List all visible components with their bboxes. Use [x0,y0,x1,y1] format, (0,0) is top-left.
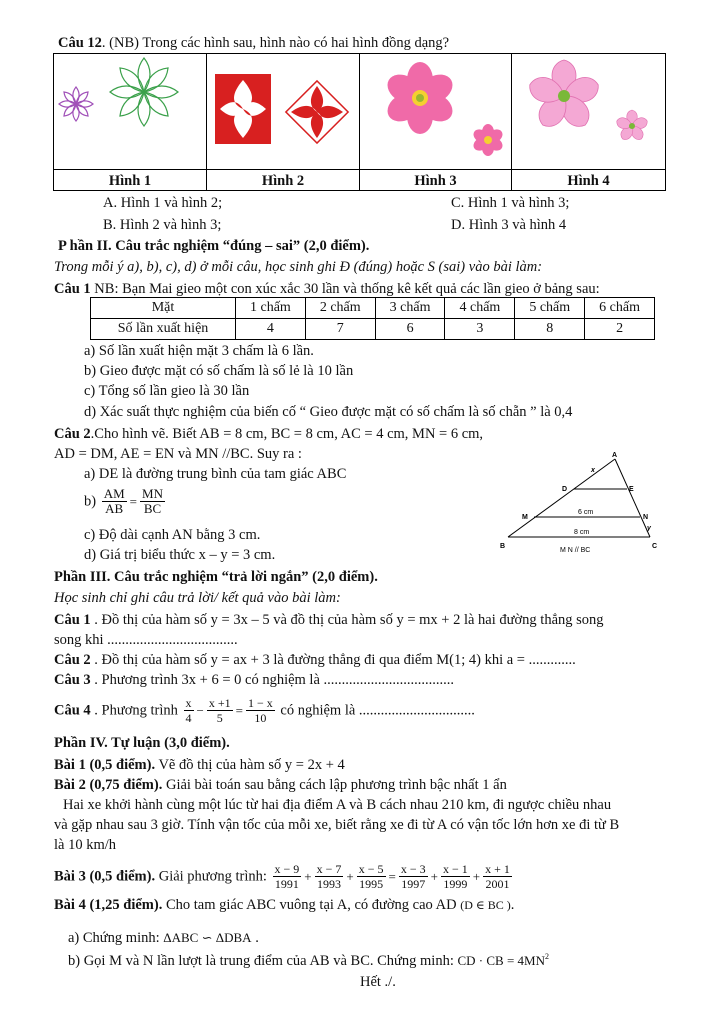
part4-b4-b-sup: 2 [545,952,549,961]
part3-heading: Phần III. Câu trắc nghiệm “trả lời ngắn” (2,0 điểm). [54,569,378,585]
frac-num: x − 1 [443,862,468,876]
part4-heading: Phần IV. Tự luận (3,0 điểm). [54,735,230,751]
dice-table-header: 4 chấm [445,298,515,319]
figure-1-flowers [54,54,206,169]
q12-option-d: D. Hình 3 và hình 4 [451,217,567,233]
fraction [207,696,233,725]
part4-b1 [54,758,345,773]
part2-c2-label: Câu 2 [54,426,91,442]
part2-c2-c: c) Độ dài cạnh AN bằng 3 cm. [84,527,261,543]
frac-num: x + 1 [485,862,510,876]
part2-c1-stem [54,282,600,297]
frac-den: 1995 [359,877,384,891]
label-D: D [562,486,568,493]
dice-table-cell: 6 [375,319,445,340]
frac-den: 1991 [274,877,299,891]
frac-num: x − 5 [358,862,384,876]
fraction [184,696,194,725]
q12-label: Câu 12 [58,35,102,51]
part3-c4 [54,696,475,725]
part4-b2-p2: và gặp nhau sau 3 giờ. Tính vận tốc của mỗi xe, biết rằng xe đi từ A có vận tốc lớn hơn xe đi từ B [54,817,620,833]
q12-option-a: A. Hình 1 và hình 2; [103,195,223,211]
part4-b4-label: Bài 4 (1,25 điểm). [54,897,163,913]
part2-c1-b: b) Gieo được mặt có số chấm là số lẻ là 10 lần [84,363,354,379]
fraction-mn-bc [140,487,165,516]
part4-b2-label: Bài 2 (0,75 điểm). [54,777,163,793]
label-B: B [500,543,506,550]
frac-den: 10 [254,711,267,725]
part4-b3-text: Giải phương trình: [155,868,267,885]
equals: = [129,494,138,509]
label-y: y [647,525,651,532]
part4-b4-text: Cho tam giác ABC vuông tại A, có đường cao AD [162,897,457,913]
operator: = [388,869,396,884]
part2-c1-label: Câu 1 [54,281,91,297]
label-C: C [652,543,658,550]
figure-4-flowers [512,54,665,169]
part4-b2-p1: Hai xe khởi hành cùng một lúc từ hai địa điểm A và B cách nhau 210 km, đi ngược chiều nhau [63,797,612,813]
part4-b4-a-math: ΔABC ∽ ΔDBA [163,930,252,945]
dice-table-header: Mặt [91,298,236,319]
end-mark: Hết ./. [360,974,396,990]
fraction [273,862,302,891]
dice-table-header: 1 chấm [236,298,306,319]
part4-b4-a [68,931,259,946]
dice-table-cell: 8 [515,319,585,340]
part4-b3 [54,862,514,891]
part2-c2-stem [54,427,483,442]
part2-c2-line1: .Cho hình vẽ. Biết AB = 8 cm, BC = 8 cm, AC = 4 cm, MN = 6 cm, [90,426,484,442]
part4-b2-text: Giải bài toán sau bằng cách lập phương trình bậc nhất 1 ẩn [162,777,507,793]
label-A: A [612,452,618,459]
dice-table-header: 3 chấm [375,298,445,319]
operator: − [196,703,204,718]
frac-den: 4 [185,711,192,725]
part3-c2 [54,653,576,668]
frac-den: 2001 [485,877,510,891]
part3-c3-text: . Phương trình 3x + 6 = 0 có nghiệm là .................................... [90,672,455,688]
part3-c1 [54,613,604,628]
frac-den: 1999 [443,877,468,891]
part3-c1-label: Câu 1 [54,612,91,628]
fraction [483,862,512,891]
frac-num: 1 − x [248,696,273,710]
dice-table-header: 5 chấm [515,298,585,319]
part4-b4-b [68,953,549,968]
label-mn-length: 6 cm [578,509,594,516]
part3-c4-label: Câu 4 [54,702,91,719]
part4-b4-b-text: b) Gọi M và N lần lượt là trung điểm của AB và BC. Chứng minh: [68,952,454,969]
frac-den: 5 [216,711,223,725]
dice-table-cell: 4 [236,319,306,340]
part2-c2-b-prefix: b) [84,493,97,510]
part4-b4-a-end: . [255,930,259,946]
figure-2-tiles [207,54,359,169]
frac-den: AB [105,501,124,516]
figure-3-flowers [360,54,511,169]
frac-num: x − 3 [400,862,426,876]
operator: + [472,869,481,884]
operator: + [430,869,438,884]
dice-table-cell: 2 [585,319,655,340]
label-parallel: M N // BC [560,547,591,554]
part3-c3-label: Câu 3 [54,672,91,688]
part3-c1-text: . Đồ thị của hàm số y = 3x – 5 và đồ thị của hàm số y = mx + 2 là hai đường thẳng song [90,612,604,628]
operator: = [235,703,243,718]
frac-num: x − 7 [316,862,342,876]
caption-figure-2: Hình 2 [261,173,305,189]
frac-den: 1993 [317,877,342,891]
part4-b1-label: Bài 1 (0,5 điểm). [54,757,156,773]
part3-c4-suffix: có nghiệm là ................................ [280,702,475,719]
part2-c1-text: NB: Bạn Mai gieo một con xúc xắc 30 lần và thống kê kết quả các lần gieo ở bảng sau: [90,281,600,297]
part4-b4-b-math: CD · CB = 4MN [457,952,545,968]
frac-num: x [185,696,192,710]
part3-c3 [54,673,454,688]
q12-option-b: B. Hình 2 và hình 3; [103,217,222,233]
operator: + [346,869,354,884]
part2-instruction: Trong mỗi ý a), b), c), d) ở mỗi câu, học sinh ghi Đ (đúng) hoặc S (sai) vào bài làm: [54,259,543,275]
part3-c2-text: . Đồ thị của hàm số y = ax + 3 là đường thẳng đi qua điểm M(1; 4) khi a = ............. [90,652,576,668]
part3-c4-prefix: . Phương trình [90,702,178,719]
part4-b4 [54,898,514,913]
part4-b3-label: Bài 3 (0,5 điểm). [54,868,156,885]
operator: + [304,869,312,884]
triangle-figure [496,450,666,560]
frac-den: 1997 [401,877,426,891]
part4-b2-p3: là 10 km/h [54,837,117,853]
part3-instruction: Học sinh chỉ ghi câu trả lời/ kết quả vào bài làm: [54,590,341,606]
part4-b4-condition: (D ∈ BC ) [460,898,511,912]
dice-table-cell: Số lần xuất hiện [91,319,236,340]
dice-table-cell: 3 [445,319,515,340]
frac-num: MN [142,486,163,501]
dice-table-cell: 7 [305,319,375,340]
dice-table-header: 6 chấm [585,298,655,319]
q12-heading [58,36,449,51]
part3-c2-label: Câu 2 [54,652,91,668]
fraction [441,862,470,891]
fraction-am-ab [102,487,127,516]
part2-c1-a: a) Số lần xuất hiện mặt 3 chấm là 6 lần. [84,343,314,359]
label-N: N [643,514,649,521]
frac-num: x − 9 [274,862,300,876]
label-M: M [522,514,528,521]
dice-table-header: 2 chấm [305,298,375,319]
fraction [399,862,428,891]
frac-den: BC [143,501,162,516]
part2-c2-d: d) Giá trị biểu thức x – y = 3 cm. [84,547,276,563]
part2-c2-b [84,487,167,516]
caption-figure-4: Hình 4 [567,173,610,189]
part4-b1-text: Vẽ đồ thị của hàm số y = 2x + 4 [155,757,345,773]
part4-b4-a-text: a) Chứng minh: [68,930,160,946]
fraction [357,862,386,891]
frac-num: x +1 [208,696,231,710]
part3-c1-blank: song khi .................................... [54,632,238,648]
part2-heading: P hần II. Câu trắc nghiệm “đúng – sai” (2,0 điểm). [58,238,370,254]
q12-text: . (NB) Trong các hình sau, hình nào có hai hình đồng dạng? [101,35,450,51]
q12-figure-grid [53,53,666,191]
part4-b2 [54,778,507,793]
part4-b4-end: . [510,897,515,913]
fraction [315,862,344,891]
dice-table [90,297,655,340]
caption-figure-3: Hình 3 [414,173,457,189]
fraction [246,696,275,725]
label-bc-length: 8 cm [574,529,590,536]
frac-num: AM [103,486,125,501]
part2-c1-c: c) Tổng số lần gieo là 30 lần [84,383,250,399]
caption-figure-1: Hình 1 [108,173,152,189]
q12-option-c: C. Hình 1 và hình 3; [451,195,570,211]
part2-c2-line2: AD = DM, AE = EN và MN //BC. Suy ra : [54,446,302,462]
label-E: E [629,486,634,493]
label-x: x [591,467,595,474]
part2-c2-a: a) DE là đường trung bình của tam giác ABC [84,466,347,482]
part2-c1-d: d) Xác suất thực nghiệm của biến cố “ Gieo được mặt có số chấm là số chẵn ” là 0,4 [84,404,573,420]
